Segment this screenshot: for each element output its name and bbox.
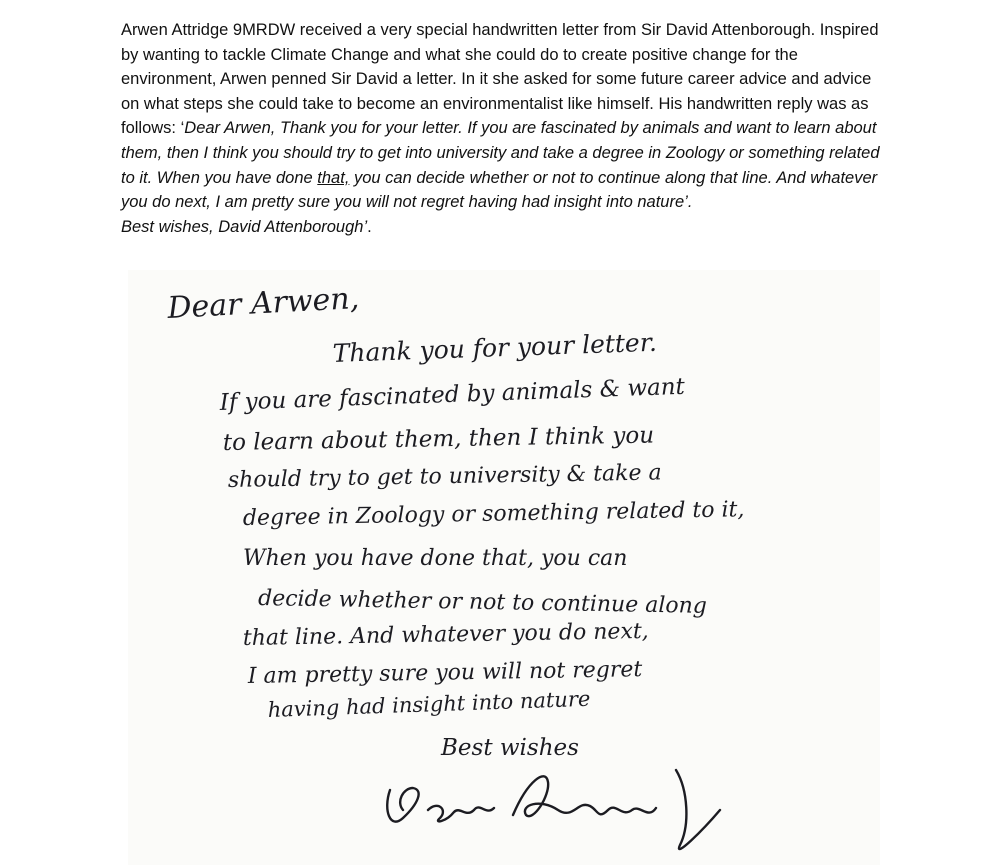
signoff-end: .	[367, 217, 372, 236]
letter-line: that line. And whatever you do next,	[242, 618, 649, 651]
quote-open: ‘	[180, 119, 185, 138]
letter-line: Thank you for your letter.	[332, 327, 658, 368]
letter-quote	[121, 119, 880, 235]
letter-line: degree in Zoology or something related to it,	[242, 497, 745, 531]
letter-line: If you are fascinated by animals & want	[219, 373, 686, 416]
quote-signoff: Best wishes, David Attenborough’	[121, 217, 368, 236]
letter-line: Dear Arwen,	[166, 280, 361, 326]
intro-lead: Arwen Attridge 9MRDW received a very special handwritten letter from Sir David Attenborough. Inspired by wanting to tackle Climate Change and what she could do to create positive change for the environment, Arwen penned Sir David a letter. In it she asked for some future career advice and advice on what steps she could take to become an environmentalist like himself. His handwritten reply was as follows:	[121, 21, 879, 138]
letter-line: When you have done that, you can	[243, 546, 628, 571]
quote-part-1: Dear Arwen, Thank you for your letter. If you are fascinated by animals and want to learn about them, then I think you should try to get into university and take a degree in Zoology or something related to it. When you have done	[121, 119, 880, 187]
letter-line: Best wishes	[441, 735, 579, 761]
signature-mark	[387, 770, 720, 849]
letter-line: having had insight into nature	[267, 686, 591, 722]
letter-line: should try to get to university & take a	[227, 460, 662, 493]
letter-handwriting	[128, 270, 880, 865]
article-text	[121, 18, 891, 239]
underlined-word: that,	[317, 168, 350, 187]
quote-part-2: you can decide whether or not to continue along that line. And whatever you do next, I am pretty sure you will not regret having had insight into nature’.	[121, 168, 878, 212]
handwritten-letter	[128, 270, 880, 865]
letter-line: decide whether or not to continue along	[257, 586, 708, 619]
letter-line: I am pretty sure you will not regret	[247, 657, 643, 689]
letter-line: to learn about them, then I think you	[222, 422, 655, 456]
